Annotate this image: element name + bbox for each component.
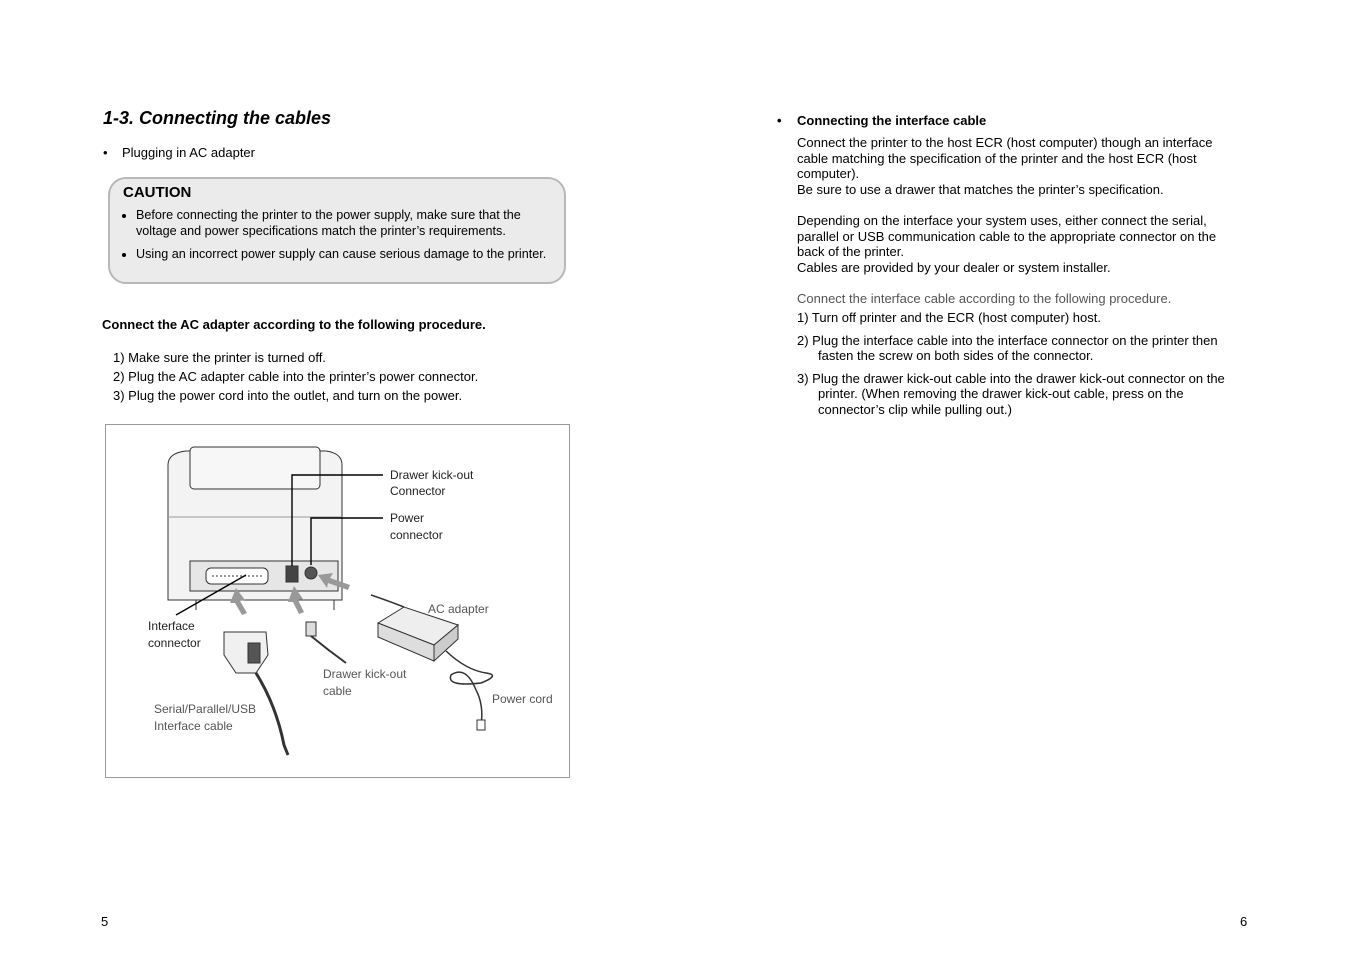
right-steps (797, 310, 1247, 425)
label-interface-cable: Interface cable (154, 719, 233, 733)
procedure-heading: Connect the AC adapter according to the following procedure. (102, 317, 486, 332)
drawer-cable (306, 622, 346, 663)
bullet-dot: • (103, 145, 108, 160)
paragraph: Connect the printer to the host ECR (host computer) though an interface cable matching the specification of the printer and the host ECR (host computer). (797, 135, 1213, 182)
label-drawer-connector: Drawer kick-out (390, 468, 474, 482)
caution-list (118, 207, 560, 269)
bullet-dot: • (777, 113, 782, 128)
procedure-intro: Connect the interface cable according to the following procedure. (797, 291, 1172, 306)
right-heading-text: Connecting the interface cable (797, 113, 987, 128)
caution-item: • Before connecting the printer to the power supply, make sure that the voltage and power specifications match the printer’s requirements. (136, 207, 560, 239)
step-item: 1) Turn off printer and the ECR (host computer) host. (797, 310, 1101, 325)
procedure-steps (113, 348, 478, 405)
step-item: 3) Plug the power cord into the outlet, and turn on the power. (113, 388, 463, 403)
printer-diagram-svg (106, 425, 569, 777)
step-item: 3) Plug the drawer kick-out cable into the drawer kick-out connector on the printer. (When removing the drawer kick-out cable, press on the connector’s clip while pulling out.) (797, 370, 1225, 417)
step-item: 1) Make sure the printer is turned off. (113, 350, 326, 365)
paragraph: Be sure to use a drawer that matches the printer’s specification. (797, 181, 1164, 197)
label-interface-connector: connector (148, 636, 201, 650)
paragraph: Depending on the interface your system uses, either connect the serial, parallel or USB communication cable to the appropriate connector on the back of the printer. (797, 213, 1217, 260)
label-power-cord: Power cord (492, 692, 553, 706)
label-interface-connector: Interface (148, 619, 195, 633)
caution-title: CAUTION (123, 184, 192, 201)
printer-diagram (105, 424, 570, 778)
label-drawer-connector: Connector (390, 484, 446, 498)
step-item: 2) Plug the interface cable into the interface connector on the printer then fasten the screw on both sides of the connector. (797, 332, 1218, 364)
printer-illustration (168, 447, 342, 610)
bullet-text: Plugging in AC adapter (122, 145, 255, 160)
step-item: 2) Plug the AC adapter cable into the printer’s power connector. (113, 369, 479, 384)
label-drawer-cable: cable (323, 684, 352, 698)
interface-cable (224, 632, 288, 755)
right-para1 (797, 135, 1247, 197)
right-para2 (797, 213, 1247, 275)
paragraph: Cables are provided by your dealer or system installer. (797, 259, 1111, 275)
right-heading (777, 113, 986, 128)
label-power-connector: Power (390, 511, 425, 525)
label-drawer-cable: Drawer kick-out (323, 667, 407, 681)
caution-box (108, 177, 566, 284)
page-number-left: 5 (101, 914, 109, 929)
page-number-right: 6 (1240, 914, 1248, 929)
caution-item: • Using an incorrect power supply can cause serious damage to the printer. (136, 246, 560, 262)
bullet-item (103, 145, 255, 161)
label-ac-adapter: AC adapter (428, 602, 489, 616)
label-power-connector: connector (390, 528, 443, 542)
section-title: 1-3. Connecting the cables (103, 108, 332, 128)
label-interface-cable: Serial/Parallel/USB (154, 702, 257, 716)
